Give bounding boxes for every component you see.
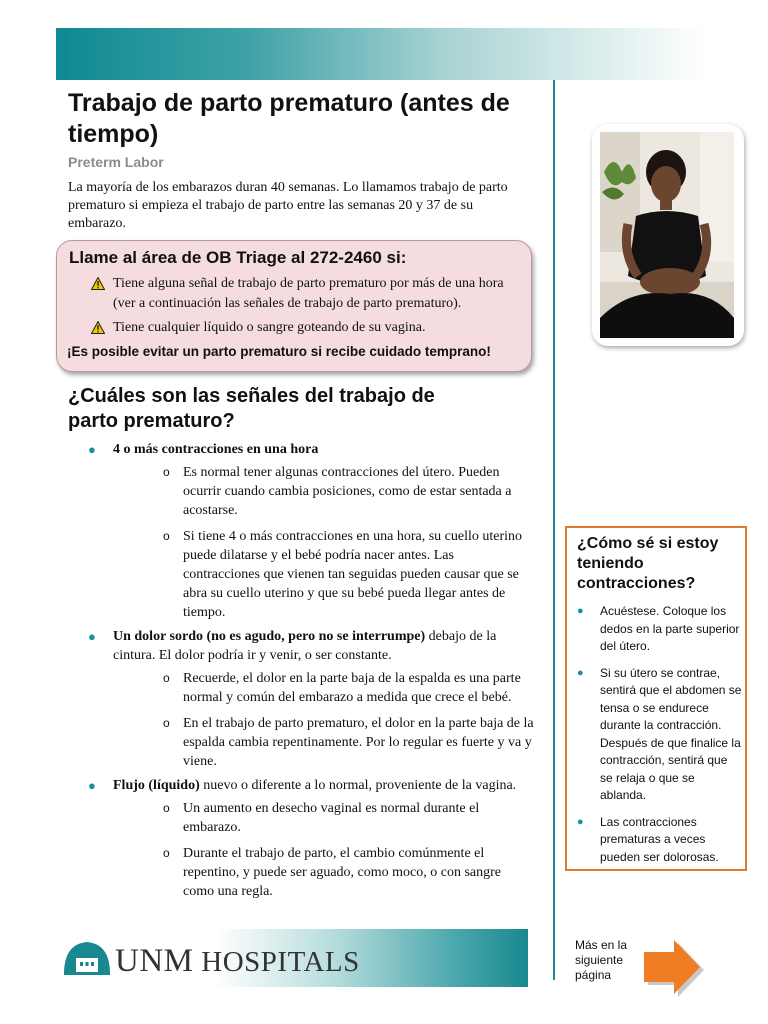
sidebar-heading: ¿Cómo sé si estoy teniendo contracciones? [577, 535, 719, 592]
warning-icon [91, 277, 105, 290]
sub-item-text: Es normal tener algunas contracciones del útero. Pueden ocurrir cuando cambia posiciones, como de estar sentada a acostarse. [183, 465, 512, 518]
sidebar-item-text: Si su útero se contrae, sentirá que el abdomen se tensa o se endurece durante la contracción. Después de que finalice la contracción, sentirá que se relaja o que se ablanda. [600, 665, 742, 802]
callout-item [91, 318, 521, 338]
circle-bullet-icon: o [163, 671, 170, 685]
sub-item [113, 527, 534, 622]
sidebar-list [577, 603, 742, 875]
sub-item [113, 714, 534, 771]
list-item [88, 440, 534, 622]
sidebar-item [577, 665, 742, 805]
logo-unm: UNM [115, 943, 194, 979]
list-item-text: debajo de la cintura. El dolor podría ir y venir, o ser constante. [113, 629, 497, 663]
sidebar-item-text: Las contracciones prematuras a veces pueden ser dolorosas. [600, 814, 719, 864]
sidebar-item [577, 814, 742, 867]
circle-bullet-icon: o [163, 801, 170, 815]
list-item-bold: Un dolor sordo (no es agudo, pero no se interrumpe) [113, 629, 426, 644]
contractions-sidebar [565, 526, 747, 871]
vertical-divider [553, 80, 555, 980]
circle-bullet-icon: o [163, 465, 170, 479]
sidebar-item [577, 603, 742, 656]
bullet-icon: ● [577, 666, 584, 679]
circle-bullet-icon: o [163, 716, 170, 730]
pregnant-woman-photo-frame [592, 124, 744, 346]
callout-item-text: Tiene alguna señal de trabajo de parto prematuro por más de una hora (ver a continuación las señales de trabajo de parto prematuro). [113, 276, 504, 311]
pregnant-woman-photo [600, 132, 734, 338]
bullet-icon: ● [88, 778, 96, 793]
triage-callout [56, 240, 532, 372]
unm-logo-mark [62, 938, 112, 976]
sub-item [113, 799, 534, 837]
next-page-label: Más en la siguiente página [575, 938, 628, 982]
callout-heading: Llame al área de OB Triage al 272-2460 si: [69, 248, 407, 267]
sub-item [113, 844, 534, 901]
list-item [88, 627, 534, 771]
list-item [88, 776, 534, 901]
signs-heading: ¿Cuáles son las señales del trabajo de parto prematuro? [68, 385, 435, 432]
logo-hospitals: HOSPITALS [201, 946, 360, 978]
sub-item-text: En el trabajo de parto prematuro, el dolor en la parte baja de la espalda cambia repentinamente. Por lo regular es fuerte y va y viene. [183, 716, 534, 769]
top-banner [56, 28, 706, 80]
bullet-icon: ● [88, 629, 96, 644]
bullet-icon: ● [577, 605, 584, 617]
circle-bullet-icon: o [163, 529, 170, 543]
arrow-right-icon[interactable] [640, 936, 706, 998]
page-title: Trabajo de parto prematuro (antes de tiempo) [68, 89, 510, 148]
sub-item [113, 669, 534, 707]
list-item-text: nuevo o diferente a lo normal, proveniente de la vagina. [199, 778, 517, 793]
sub-item-text: Recuerde, el dolor en la parte baja de la espalda es una parte normal y común del embarazo a medida que crece el bebé. [183, 671, 521, 705]
page-subtitle: Preterm Labor [68, 154, 164, 170]
circle-bullet-icon: o [163, 846, 170, 860]
intro-paragraph: La mayoría de los embarazos duran 40 semanas. Lo llamamos trabajo de parto prematuro si empieza el trabajo de parto entre las semanas 20 y 37 de su embarazo. [68, 180, 508, 231]
sub-item [113, 463, 534, 520]
callout-item [91, 274, 521, 314]
bullet-icon: ● [577, 815, 584, 828]
warning-icon [91, 321, 105, 334]
bullet-icon: ● [88, 442, 96, 457]
callout-note: ¡Es posible evitar un parto prematuro si recibe cuidado temprano! [67, 344, 491, 359]
list-item-bold: 4 o más contracciones en una hora [113, 442, 319, 457]
sub-item-text: Durante el trabajo de parto, el cambio comúnmente el repentino, y puede ser aguado, como moco, o con sangre como una regla. [183, 846, 502, 899]
callout-item-text: Tiene cualquier líquido o sangre goteando de su vagina. [113, 320, 426, 335]
logo-wordmark [115, 943, 360, 980]
sidebar-item-text: Acuéstese. Coloque los dedos en la parte superior del útero. [600, 604, 740, 653]
list-item-bold: Flujo (líquido) [113, 778, 200, 793]
sub-item-text: Si tiene 4 o más contracciones en una hora, su cuello uterino puede dilatarse y el bebé podría nacer antes. Las contracciones que vienen tan seguidas pueden causar que se abra su cuello uterino y que su bebé pueda llegar antes de tiempo. [183, 529, 523, 620]
photo-illustration [600, 132, 734, 338]
signs-list [88, 440, 534, 906]
sub-item-text: Un aumento en desecho vaginal es normal durante el embarazo. [183, 801, 480, 835]
